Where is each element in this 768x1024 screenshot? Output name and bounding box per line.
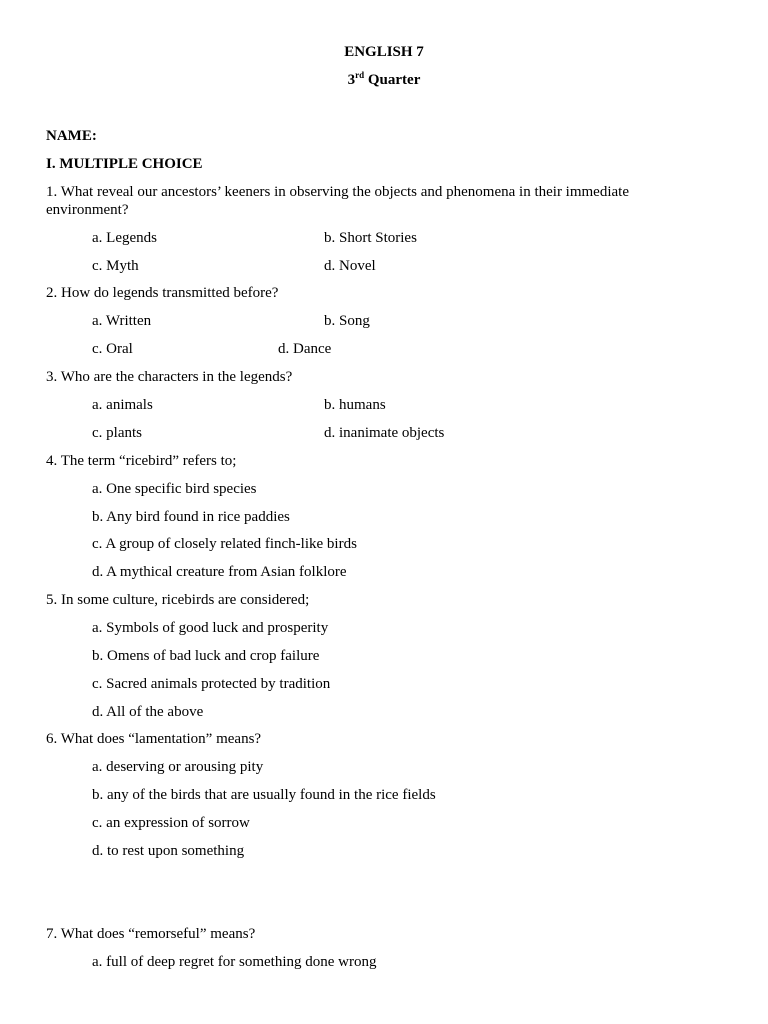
question-1-option-c: c. Myth — [92, 258, 139, 274]
question-5-option-b: b. Omens of bad luck and crop failure — [92, 648, 320, 664]
question-6-option-d: d. to rest upon something — [92, 843, 245, 859]
question-5-option-c: c. Sacred animals protected by tradition — [92, 676, 331, 692]
quarter-word: Quarter — [364, 72, 421, 88]
section-title: I. MULTIPLE CHOICE — [46, 156, 203, 172]
question-5-option-a: a. Symbols of good luck and prosperity — [92, 620, 329, 636]
question-5-text: 5. In some culture, ricebirds are considered; — [46, 592, 310, 608]
question-7-option-a: a. full of deep regret for something done wrong — [92, 954, 377, 970]
quarter-number: 3 — [347, 72, 356, 88]
question-2-option-d: d. Dance — [278, 341, 332, 357]
question-6-option-a: a. deserving or arousing pity — [92, 759, 264, 775]
question-3-option-b: b. humans — [324, 397, 386, 413]
question-4-option-d: d. A mythical creature from Asian folklore — [92, 564, 347, 580]
question-3-option-a: a. animals — [92, 397, 153, 413]
question-4-option-c: c. A group of closely related finch-like birds — [92, 536, 357, 552]
quarter-heading — [0, 71, 768, 89]
document-title: ENGLISH 7 — [344, 44, 424, 60]
question-3-option-d: d. inanimate objects — [324, 425, 445, 441]
question-1-option-a: a. Legends — [92, 230, 157, 246]
question-4-text: 4. The term “ricebird” refers to; — [46, 453, 237, 469]
question-2-option-b: b. Song — [324, 313, 370, 329]
question-7-text: 7. What does “remorseful” means? — [46, 926, 256, 942]
question-2-text: 2. How do legends transmitted before? — [46, 285, 279, 301]
question-1-option-d: d. Novel — [324, 258, 376, 274]
question-5-option-d: d. All of the above — [92, 704, 204, 720]
question-1-text-line-2: environment? — [46, 202, 129, 218]
question-6-option-c: c. an expression of sorrow — [92, 815, 250, 831]
question-4-option-a: a. One specific bird species — [92, 481, 257, 497]
question-2-option-c: c. Oral — [92, 341, 133, 357]
question-6-text: 6. What does “lamentation” means? — [46, 731, 262, 747]
question-1-option-b: b. Short Stories — [324, 230, 417, 246]
name-label: NAME: — [46, 128, 97, 144]
question-3-text: 3. Who are the characters in the legends? — [46, 369, 293, 385]
question-1-text-line-1: 1. What reveal our ancestors’ keeners in observing the objects and phenomena in their immediate — [46, 184, 629, 200]
question-2-option-a: a. Written — [92, 313, 152, 329]
question-3-option-c: c. plants — [92, 425, 142, 441]
question-6-option-b: b. any of the birds that are usually found in the rice fields — [92, 787, 436, 803]
quarter-ordinal-suffix: rd — [355, 70, 365, 80]
question-4-option-b: b. Any bird found in rice paddies — [92, 509, 290, 525]
